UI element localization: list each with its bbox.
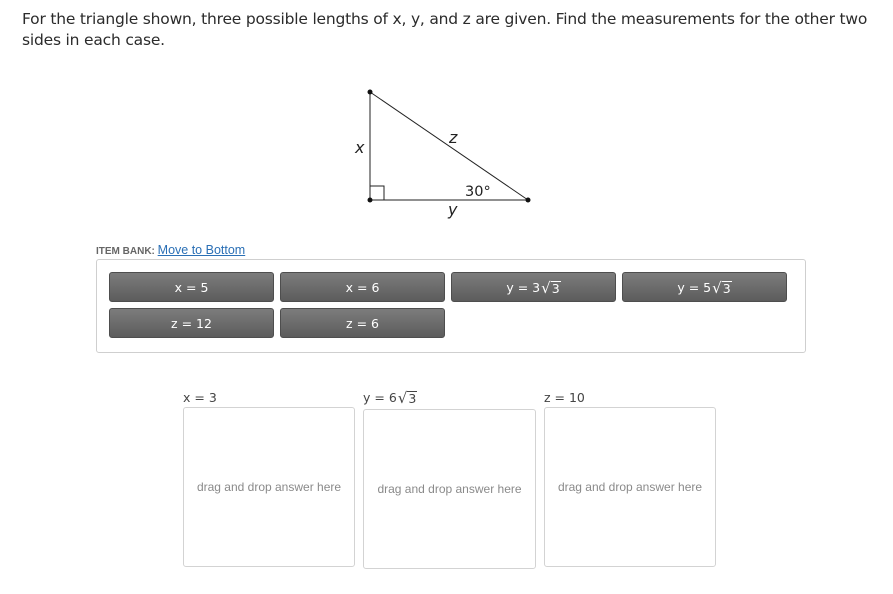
move-to-bottom-link[interactable]: Move to Bottom bbox=[157, 243, 246, 257]
radicand: 3 bbox=[408, 391, 417, 406]
angle-label: 30° bbox=[465, 184, 491, 200]
coefficient: 3 bbox=[208, 390, 217, 405]
variable: z bbox=[346, 315, 353, 331]
right-triangle-diagram bbox=[345, 80, 545, 225]
sqrt-icon: √ bbox=[712, 278, 722, 297]
math-expression bbox=[506, 280, 560, 295]
item-bank-label: ITEM BANK: bbox=[96, 246, 155, 257]
vertex-30-degree bbox=[526, 198, 531, 203]
answer-tile[interactable] bbox=[109, 272, 274, 302]
math-expression bbox=[363, 390, 417, 405]
math-expression bbox=[175, 280, 209, 295]
answer-dropzone[interactable] bbox=[544, 407, 716, 567]
case-label bbox=[363, 390, 417, 405]
vertex-right-angle bbox=[368, 198, 373, 203]
label-z: z bbox=[449, 128, 458, 147]
math-expression bbox=[346, 280, 380, 295]
dropzone-placeholder: drag and drop answer here bbox=[557, 480, 703, 494]
answer-tile[interactable] bbox=[451, 272, 616, 302]
coefficient: 6 bbox=[371, 279, 380, 295]
vertex-top bbox=[368, 90, 373, 95]
variable: y bbox=[677, 279, 685, 295]
variable: x bbox=[174, 279, 183, 295]
coefficient: 10 bbox=[568, 390, 585, 405]
coefficient: 6 bbox=[388, 390, 397, 405]
question-prompt: For the triangle shown, three possible lengths of x, y, and z are given. Find the measurements for the other two sides in each case. bbox=[22, 10, 868, 49]
right-angle-marker bbox=[370, 186, 384, 200]
sqrt-icon: √ bbox=[541, 278, 551, 297]
radicand: 3 bbox=[551, 280, 560, 296]
equals-sign: = bbox=[550, 390, 569, 405]
label-y: y bbox=[448, 200, 458, 219]
variable: z bbox=[171, 315, 178, 331]
math-expression bbox=[677, 280, 731, 295]
coefficient: 12 bbox=[196, 315, 212, 331]
label-x: x bbox=[355, 138, 365, 157]
dropzone-placeholder: drag and drop answer here bbox=[377, 482, 522, 496]
variable: y bbox=[363, 390, 371, 405]
answer-dropzone[interactable] bbox=[183, 407, 355, 567]
coefficient: 6 bbox=[371, 315, 379, 331]
math-expression bbox=[544, 390, 585, 405]
coefficient: 5 bbox=[703, 279, 712, 295]
equals-sign: = bbox=[352, 315, 372, 331]
equals-sign: = bbox=[513, 279, 533, 295]
case-label bbox=[544, 390, 585, 405]
math-expression bbox=[346, 316, 379, 331]
equals-sign: = bbox=[684, 279, 704, 295]
dropzone-placeholder: drag and drop answer here bbox=[196, 480, 342, 494]
equals-sign: = bbox=[177, 315, 197, 331]
answer-dropzone[interactable] bbox=[363, 409, 536, 569]
answer-tile[interactable] bbox=[622, 272, 787, 302]
math-expression bbox=[183, 390, 217, 405]
math-expression bbox=[171, 316, 212, 331]
equals-sign: = bbox=[190, 390, 209, 405]
item-bank-header bbox=[96, 243, 245, 257]
answer-tile[interactable] bbox=[109, 308, 274, 338]
radicand: 3 bbox=[722, 280, 731, 296]
equals-sign: = bbox=[370, 390, 389, 405]
equals-sign: = bbox=[182, 279, 201, 295]
answer-tile[interactable] bbox=[280, 272, 445, 302]
equals-sign: = bbox=[353, 279, 372, 295]
variable: x bbox=[345, 279, 354, 295]
variable: y bbox=[506, 279, 514, 295]
answer-tile[interactable] bbox=[280, 308, 445, 338]
sqrt-icon: √ bbox=[397, 389, 408, 407]
case-label bbox=[183, 390, 217, 405]
coefficient: 3 bbox=[532, 279, 541, 295]
variable: x bbox=[183, 390, 191, 405]
variable: z bbox=[544, 390, 551, 405]
coefficient: 5 bbox=[200, 279, 209, 295]
